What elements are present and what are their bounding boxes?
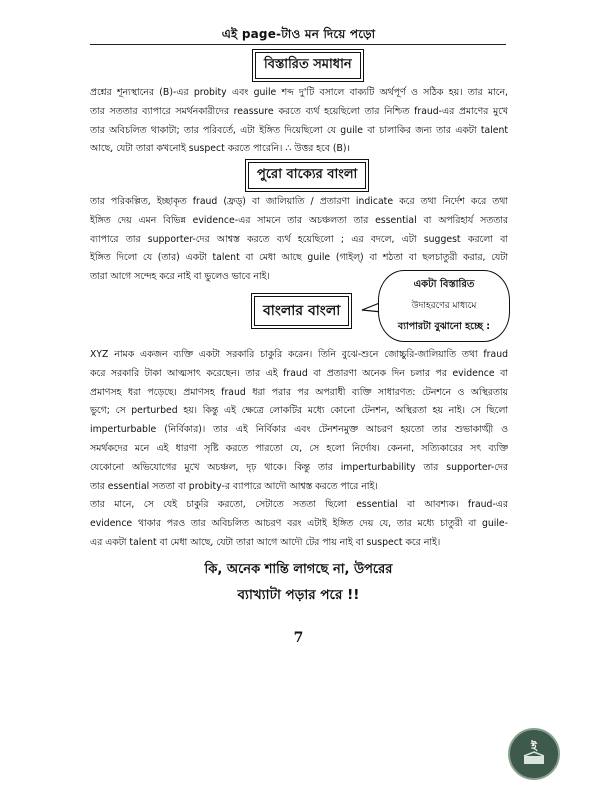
paragraph-line: ভুগে; সে perturbed হয়। কিন্তু এই ক্ষেত্রে লোকটির মধ্যে কোনো টেনশন, অস্থিরতা হয় নাই। সে ছিলো	[90, 405, 508, 417]
paragraph-line: ইঙ্গিত দেয় এমন বিভিন্ন evidence-এর সামনে তার অচঞ্চলতা তার essential বা অপরিহার্য সততার	[90, 214, 508, 226]
detailed-solution-paragraph	[90, 84, 508, 159]
paragraph-line: ব্যাপারে তার supporter-দের আশ্বস্ত করতে ব্যর্থ হয়েছিলো ; এর বদলে, এটা suggest করলো বা	[90, 233, 508, 245]
paragraph-line: তার মানে, সে যেই চাকুরি করতো, সেটাতে সততা ছিলো essential বা আবশ্যক। fraud-এর	[90, 499, 508, 510]
closing-line-2: ব্যাখ্যাটা পড়ার পরে !!	[237, 587, 360, 603]
paragraph-line: ইঙ্গিত দিলো যে (তার) একটা talent বা মেধা আছে guile (গাইল্) বা শঠতা বা ছলচাতুরী করার, যেটা	[90, 252, 508, 264]
bangla-of-bangla-paragraph	[90, 346, 508, 496]
callout-line-3: ব্যাপারটা বুঝানো হচ্ছে :	[397, 321, 491, 332]
paragraph-line: তার অবিচলিত থাকাটা; তার পরিবর্তে, এটা ইঙ্গিত দিয়েছিলো যে guile বা চালাকির জন্য তার একটা talent	[90, 124, 508, 136]
page-number: 7	[293, 630, 304, 646]
svg-text:ই: ই	[531, 740, 537, 753]
running-head: এই page-টাও মন দিয়ে পড়ো	[221, 27, 376, 41]
section-title-detailed-solution: বিস্তারিত সমাধান	[255, 52, 361, 79]
paragraph-line: আছে, যেটা তারা কখনোই suspect করতে পারেনি। ∴ উত্তর হবে (B)।	[90, 143, 351, 155]
section-title-full-sentence: পুরো বাক্যের বাংলা	[248, 162, 366, 189]
paragraph-line: যেকোনো অভিযোগের মুখে অচঞ্চল, দৃঢ় থাকে। কিন্তু তার imperturbability তার supporter-দের	[90, 461, 508, 473]
paragraph-line: সমর্থকদের মনে এই ধারণা সৃষ্টি করতে পারতো যে, সে হলো নির্দোষ। কেননা, সত্যিকারের সৎ ব্যক্তি	[90, 442, 508, 454]
paragraph-line: প্রমাণসহ ধরা পড়েছে। প্রমাণসহ fraud ধরা পরার পর অপরাধী ব্যক্তি সাধারণত: টেনশনে ও অস্থিরতায়	[90, 386, 508, 398]
header-divider	[90, 44, 506, 45]
callout-line-1: একটা বিস্তারিত	[413, 279, 475, 290]
paragraph-line: করে সরকারি টাকা আত্মসাৎ করেছেন। তার এই fraud বা প্রতারণা অনেক দিন চলার পর evidence বা	[90, 367, 508, 379]
paragraph-line: তার essential সততা বা probity-র ব্যাপারে আদৌ আশ্বস্ত করতে পারে নাই।	[90, 480, 378, 492]
paragraph-line: তার পরিকল্পিত, ইচ্ছাকৃত fraud (ফ্রড্) বা জালিয়াতি / প্রতারণা indicate করে তথা নির্দেশ করে তথা	[90, 196, 508, 207]
paragraph-line: তারা আগে সন্দেহ করে নাই বা ভুলেও ভাবে নাই।	[90, 271, 270, 283]
paragraph-line: তার সততার ব্যাপারে সমর্থনকারীদের reassure করতে ব্যর্থ হয়েছিলো তার নিশ্চিত fraud-এর প্রমাণের মুখে	[90, 105, 508, 117]
callout-line-2: উদাহরণের মাধ্যমে	[411, 301, 477, 311]
paragraph-line: evidence থাকার পরও তার অবিচলিত আচরণ বরং এটাই ইঙ্গিত দেয় যে, তার মধ্যে চাতুরী বা guile-	[90, 517, 508, 529]
book-logo-icon	[508, 728, 560, 780]
paragraph-line: imperturbable (নির্বিকার)। তার এই নির্বিকার এবং টেনশনমুক্ত আচরণ হয়তো তার শুভাকাঙ্খী ও	[90, 424, 508, 436]
paragraph-line: এর একটা talent বা মেধা আছে, যেটা তারা আগে আদৌ টের পায় নাই বা suspect করে নাই।	[90, 536, 441, 548]
paragraph-line: XYZ নামক একজন ব্যক্তি একটা সরকারি চাকুরি করেন। তিনি বুঝে-শুনে জোচ্চুরি-জালিয়াতি তথা fraud	[90, 349, 508, 360]
book-glyph-icon	[510, 730, 558, 778]
closing-line-1: কি, অনেক শান্তি লাগছে না, উপরের	[204, 562, 393, 577]
section-title-bangla-of-bangla: বাংলার বাংলা	[254, 296, 349, 326]
callout-bubble	[378, 270, 510, 342]
bangla-of-bangla-paragraph-2	[90, 496, 508, 552]
paragraph-line: প্রশ্নের শূন্যস্থানের (B)-এর probity এবং guile শব্দ দু'টি বসালে বাক্যটি অর্থপূর্ণ ও সঠিক হয়। তার মানে,	[90, 87, 508, 98]
